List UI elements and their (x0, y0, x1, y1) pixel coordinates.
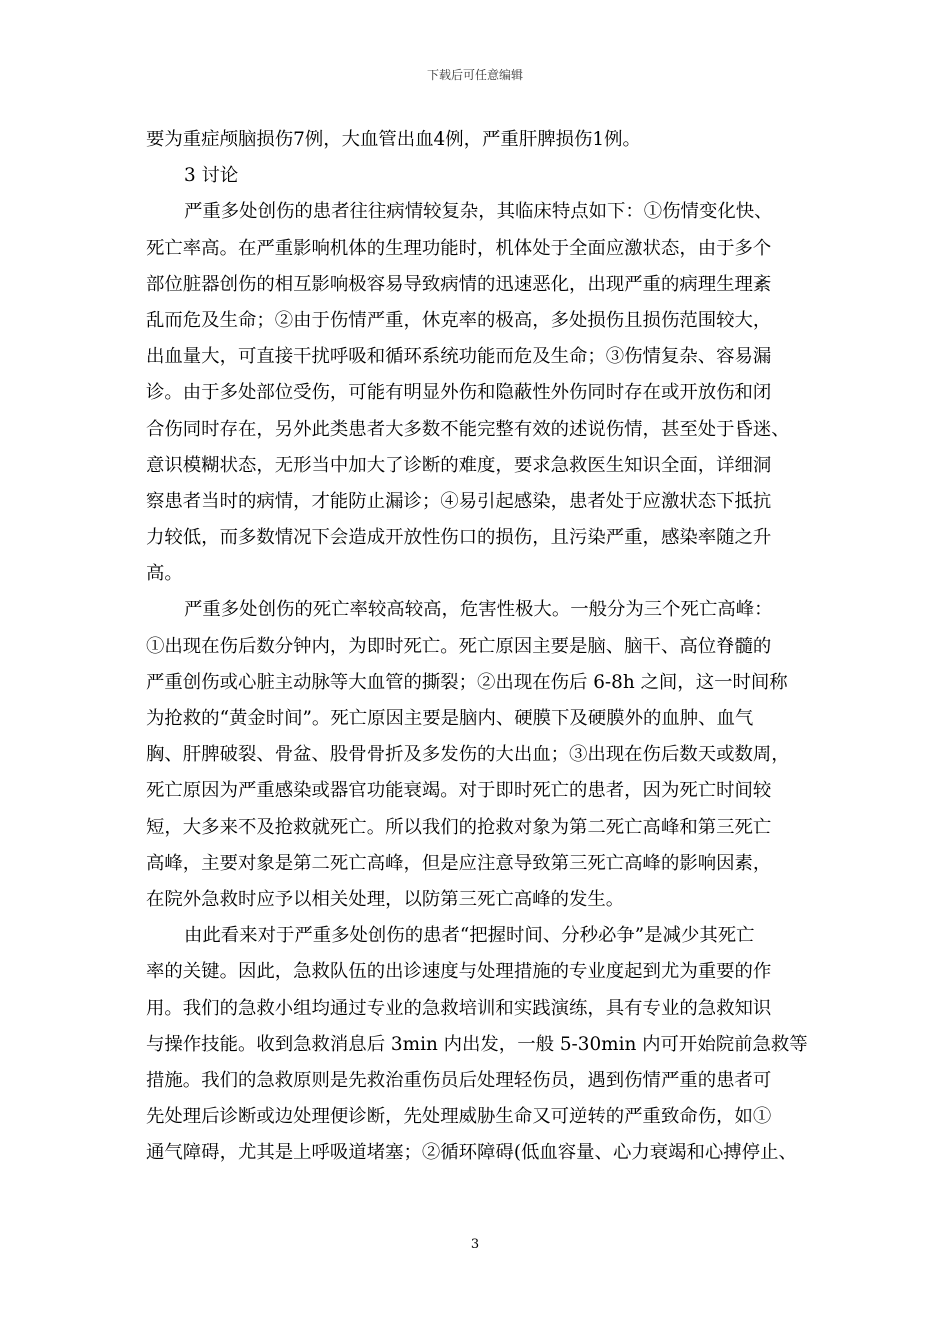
text-line: ①出现在伤后数分钟内，为即时死亡。死亡原因主要是脑、脑干、高位脊髓的 (146, 635, 772, 657)
text-line: 高。 (146, 563, 183, 585)
text-line: 力较低，而多数情况下会造成开放性伤口的损伤，且污染严重，感染率随之升 (146, 527, 772, 549)
document-body (146, 122, 810, 1171)
text-line: 为抢救的“黄金时间”。死亡原因主要是脑内、硬膜下及硬膜外的血肿、血气 (146, 708, 754, 729)
text-line: 先处理后诊断或边处理便诊断，先处理威胁生命又可逆转的严重致命伤，如① (146, 1106, 772, 1128)
section-heading: 3 讨论 (184, 165, 239, 187)
text-line: 诊。由于多处部位受伤，可能有明显外伤和隐蔽性外伤同时存在或开放伤和闭 (146, 382, 772, 404)
text-line: 在院外急救时应予以相关处理，以防第三死亡高峰的发生。 (146, 888, 625, 910)
text-line: 胸、肝脾破裂、骨盆、股骨骨折及多发伤的大出血；③出现在伤后数天或数周， (146, 744, 790, 766)
text-line: 出血量大，可直接干扰呼吸和循环系统功能而危及生命；③伤情复杂、容易漏 (146, 346, 772, 368)
text-line: 死亡率高。在严重影响机体的生理功能时，机体处于全面应激状态，由于多个 (146, 237, 772, 259)
page-header: 下载后可任意编辑 (426, 68, 523, 82)
text-line: 部位脏器创伤的相互影响极容易导致病情的迅速恶化，出现严重的病理生理紊 (146, 273, 772, 295)
text-line: 乱而危及生命；②由于伤情严重，休克率的极高，多处损伤且损伤范围较大， (146, 309, 772, 331)
text-line: 察患者当时的病情，才能防止漏诊；④易引起感染，患者处于应激状态下抵抗 (146, 490, 772, 512)
text-line: 措施。我们的急救原则是先救治重伤员后处理轻伤员，遇到伤情严重的患者可 (146, 1069, 772, 1091)
text-line: 率的关键。因此，急救队伍的出诊速度与处理措施的专业度起到尤为重要的作 (146, 961, 772, 983)
text-line: 严重多处创伤的死亡率较高较高，危害性极大。一般分为三个死亡高峰： (184, 599, 773, 621)
text-line: 合伤同时存在，另外此类患者大多数不能完整有效的述说伤情，甚至处于昏迷、 (146, 418, 790, 440)
page-number: 3 (470, 1237, 480, 1252)
text-line: 高峰，主要对象是第二死亡高峰，但是应注意导致第三死亡高峰的影响因素， (146, 852, 772, 874)
text-line: 由此看来对于严重多处创伤的患者“把握时间、分秒必争”是减少其死亡 (184, 925, 755, 947)
text-line: 通气障碍，尤其是上呼吸道堵塞；②循环障碍(低血容量、心力衰竭和心搏停止、 (146, 1142, 797, 1164)
text-line: 与操作技能。收到急救消息后 3min 内出发，一般 5-30min 内可开始院前急救等 (146, 1033, 808, 1055)
text-line: 要为重症颅脑损伤7例，大血管出血4例，严重肝脾损伤1例。 (146, 129, 641, 150)
text-line: 短，大多来不及抢救就死亡。所以我们的抢救对象为第二死亡高峰和第三死亡 (146, 816, 772, 838)
text-line: 死亡原因为严重感染或器官功能衰竭。对于即时死亡的患者，因为死亡时间较 (146, 780, 772, 802)
text-line: 严重多处创伤的患者往往病情较复杂，其临床特点如下：①伤情变化快、 (184, 201, 773, 223)
text-line: 严重创伤或心脏主动脉等大血管的撕裂；②出现在伤后 6-8h 之间，这一时间称 (146, 671, 788, 693)
text-line: 用。我们的急救小组均通过专业的急救培训和实践演练，具有专业的急救知识 (146, 997, 772, 1019)
text-line: 意识模糊状态，无形当中加大了诊断的难度，要求急救医生知识全面，详细洞 (146, 454, 772, 476)
